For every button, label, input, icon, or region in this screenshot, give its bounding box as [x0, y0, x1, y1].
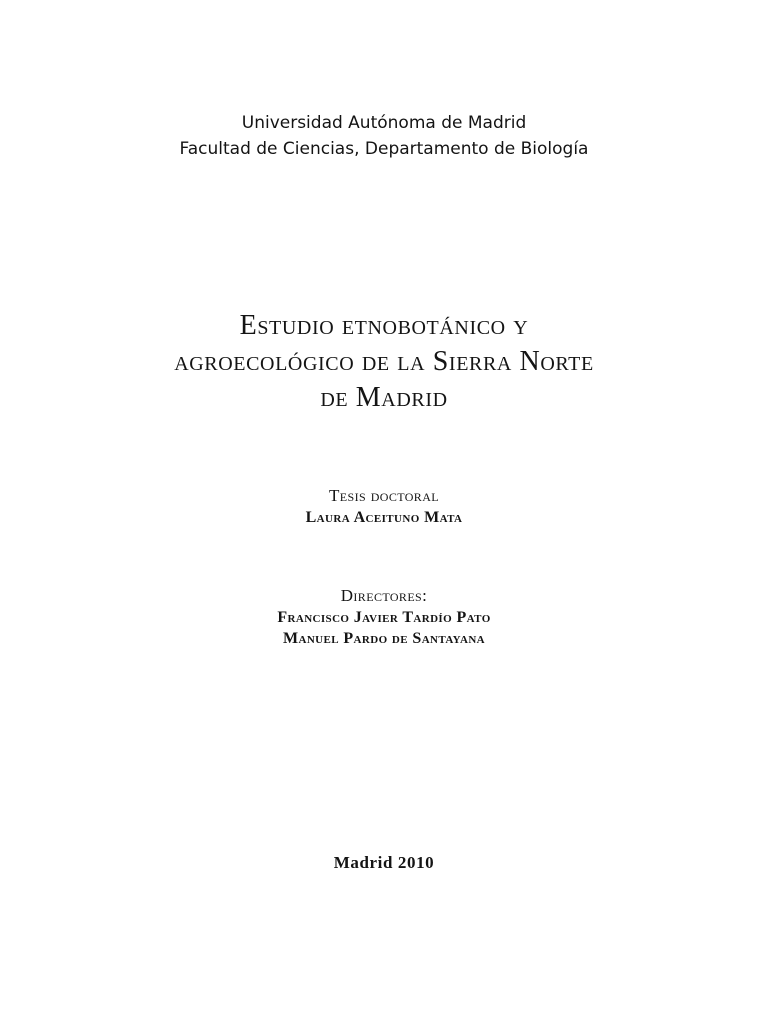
university-name: Universidad Autónoma de Madrid — [241, 113, 527, 133]
place-and-date: Madrid 2010 — [333, 853, 435, 872]
directors-info — [0, 585, 768, 649]
thesis-info — [0, 485, 768, 528]
faculty-department: Facultad de Ciencias, Departamento de Biología — [179, 139, 589, 159]
director-name-1: Francisco Javier Tardío Pato — [277, 609, 491, 626]
author-name: Laura Aceituno Mata — [305, 509, 463, 526]
directors-label: Directores: — [340, 586, 428, 605]
thesis-label: Tesis doctoral — [328, 486, 440, 505]
title-line-2: agroecológico de la Sierra Norte — [174, 346, 594, 377]
thesis-title — [0, 308, 768, 416]
title-line-3: de Madrid — [320, 382, 448, 413]
institution-header — [0, 110, 768, 162]
title-line-1: Estudio etnobotánico y — [239, 310, 529, 341]
director-name-2: Manuel Pardo de Santayana — [282, 630, 486, 647]
